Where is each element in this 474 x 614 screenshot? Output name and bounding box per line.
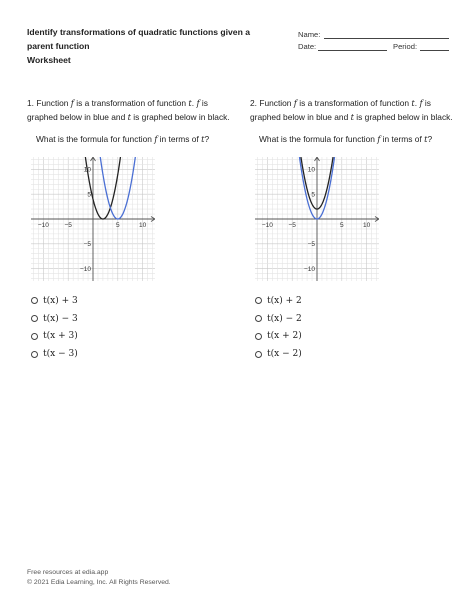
option-label: t(x) − 3 bbox=[43, 313, 78, 324]
var-t: t bbox=[188, 98, 192, 108]
option-label: t(x + 3) bbox=[43, 331, 78, 342]
text-part: is graphed below in blue and bbox=[250, 98, 431, 122]
question-number: 2. bbox=[250, 98, 257, 108]
question-1 bbox=[27, 97, 232, 147]
footer-copyright: © 2021 Edia Learning, Inc. All Rights Reserved. bbox=[27, 579, 171, 586]
question-2-options bbox=[255, 292, 302, 363]
var-t: t bbox=[424, 134, 428, 144]
answer-option[interactable] bbox=[255, 345, 302, 363]
answer-option[interactable] bbox=[31, 328, 78, 346]
radio-button[interactable] bbox=[255, 333, 262, 340]
radio-button[interactable] bbox=[255, 351, 262, 358]
y-tick-label: 10 bbox=[307, 166, 315, 174]
x-tick-label: −10 bbox=[261, 222, 273, 229]
question-prompt bbox=[27, 133, 232, 147]
answer-option[interactable] bbox=[255, 310, 302, 328]
var-f: f bbox=[196, 98, 200, 108]
answer-option[interactable] bbox=[255, 292, 302, 310]
answer-option[interactable] bbox=[255, 328, 302, 346]
radio-button[interactable] bbox=[31, 351, 38, 358]
text-part: is a transformation of function bbox=[296, 98, 412, 108]
radio-button[interactable] bbox=[31, 297, 38, 304]
question-2-graph bbox=[255, 157, 379, 281]
period-field[interactable] bbox=[420, 50, 449, 51]
x-tick-label: −5 bbox=[64, 222, 72, 229]
answer-option[interactable] bbox=[31, 345, 78, 363]
x-tick-label: −5 bbox=[288, 222, 296, 229]
radio-button[interactable] bbox=[31, 333, 38, 340]
x-tick-label: 5 bbox=[339, 222, 344, 229]
text-part: What is the formula for function bbox=[36, 134, 155, 144]
question-text bbox=[27, 97, 232, 124]
option-label: t(x + 2) bbox=[267, 331, 302, 342]
text-part: is graphed below in black. bbox=[130, 111, 230, 122]
text-part: . bbox=[191, 98, 197, 108]
x-tick-label: 10 bbox=[138, 222, 147, 229]
question-1-graph bbox=[31, 157, 155, 281]
y-tick-label: −5 bbox=[83, 241, 91, 249]
option-label: t(x) + 3 bbox=[43, 295, 78, 306]
var-f: f bbox=[154, 134, 158, 144]
text-part: in terms of bbox=[380, 134, 425, 144]
y-tick-label: −10 bbox=[303, 265, 315, 273]
footer-resources: Free resources at edia.app bbox=[27, 569, 109, 576]
text-part: is graphed below in blue and bbox=[27, 98, 208, 122]
radio-button[interactable] bbox=[31, 315, 38, 322]
x-tick-label: 5 bbox=[115, 222, 120, 229]
text-part: What is the formula for function bbox=[259, 134, 378, 144]
radio-button[interactable] bbox=[255, 297, 262, 304]
text-part: is a transformation of function bbox=[73, 98, 189, 108]
worksheet-title bbox=[27, 26, 277, 68]
text-part: ? bbox=[427, 134, 433, 144]
radio-button[interactable] bbox=[255, 315, 262, 322]
question-prompt bbox=[250, 133, 455, 147]
var-f: f bbox=[293, 98, 297, 108]
x-tick-label: −10 bbox=[37, 222, 49, 229]
option-label: t(x − 2) bbox=[267, 349, 302, 360]
text-part: . bbox=[414, 98, 420, 108]
var-f: f bbox=[70, 98, 74, 108]
title-text: Identify transformations of quadratic functions given a parent function bbox=[27, 27, 250, 51]
var-f: f bbox=[419, 98, 423, 108]
x-tick-label: 10 bbox=[362, 222, 371, 229]
y-tick-label: −5 bbox=[307, 241, 315, 249]
footer bbox=[27, 568, 171, 588]
question-text bbox=[250, 97, 455, 124]
var-t: t bbox=[201, 134, 205, 144]
y-tick-label: 5 bbox=[87, 191, 91, 199]
date-field[interactable] bbox=[318, 50, 387, 51]
text-part: ? bbox=[204, 134, 210, 144]
date-label: Date: bbox=[298, 42, 317, 51]
answer-option[interactable] bbox=[31, 310, 78, 328]
worksheet-subtitle: Worksheet bbox=[27, 55, 71, 65]
text-part: Function bbox=[36, 98, 71, 108]
y-tick-label: 10 bbox=[83, 166, 91, 174]
var-f: f bbox=[377, 134, 381, 144]
var-t: t bbox=[411, 98, 415, 108]
question-number: 1. bbox=[27, 98, 34, 108]
question-2 bbox=[250, 97, 455, 147]
name-label: Name: bbox=[298, 30, 321, 39]
period-label: Period: bbox=[393, 42, 418, 51]
answer-option[interactable] bbox=[31, 292, 78, 310]
option-label: t(x) + 2 bbox=[267, 295, 302, 306]
text-part: in terms of bbox=[157, 134, 202, 144]
text-part: Function bbox=[259, 98, 294, 108]
y-tick-label: −10 bbox=[79, 265, 91, 273]
option-label: t(x) − 2 bbox=[267, 313, 302, 324]
text-part: is graphed below in black. bbox=[353, 111, 453, 122]
name-field[interactable] bbox=[324, 38, 449, 39]
option-label: t(x − 3) bbox=[43, 349, 78, 360]
y-tick-label: 5 bbox=[311, 191, 315, 199]
question-1-options bbox=[31, 292, 78, 363]
var-t: t bbox=[127, 111, 131, 122]
var-t: t bbox=[350, 111, 354, 122]
